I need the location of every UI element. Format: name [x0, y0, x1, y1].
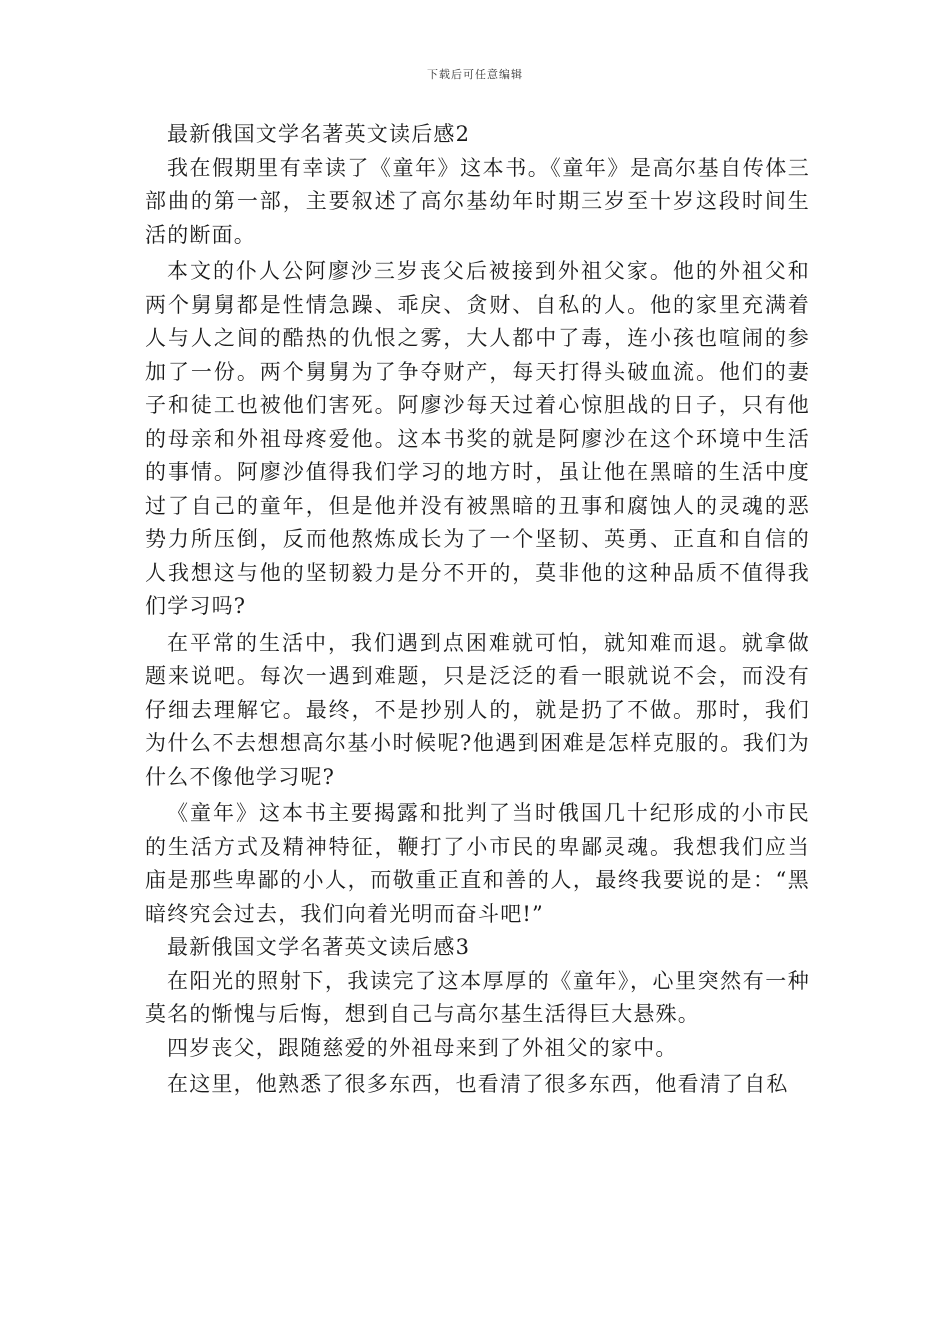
- section-heading: 最新俄国文学名著英文读后感2: [167, 122, 471, 146]
- header-note: 下载后可任意编辑: [427, 68, 523, 81]
- paragraph: 《童年》这本书主要揭露和批判了当时俄国几十纪形成的小市民的生活方式及精神特征，鞭打了小市民的卑鄙灵魂。我想我们应当庙是那些卑鄙的小人，而敬重正直和善的人，最终我要说的是：“黑暗终究会过去，我们向着光明而奋斗吧!”: [145, 801, 810, 926]
- paragraph: 本文的仆人公阿廖沙三岁丧父后被接到外祖父家。他的外祖父和两个舅舅都是性情急躁、乖戾、贪财、自私的人。他的家里充满着人与人之间的酷热的仇恨之雾，大人都中了毒，连小孩也喧闹的参加了一份。两个舅舅为了争夺财产，每天打得头破血流。他们的妻子和徒工也被他们害死。阿廖沙每天过着心惊胆战的日子，只有他的母亲和外祖母疼爱他。这本书奖的就是阿廖沙在这个环境中生活的事情。阿廖沙值得我们学习的地方时，虽让他在黑暗的生活中度过了自己的童年，但是他并没有被黑暗的丑事和腐蚀人的灵魂的恶势力所压倒，反而他熬炼成长为了一个坚韧、英勇、正直和自信的人我想这与他的坚韧毅力是分不开的，莫非他的这种品质不值得我们学习吗?: [145, 259, 810, 618]
- paragraph: 在阳光的照射下，我读完了这本厚厚的《童年》，心里突然有一种莫名的惭愧与后悔，想到自己与高尔基生活得巨大悬殊。: [145, 968, 810, 1026]
- paragraph: 在平常的生活中，我们遇到点困难就可怕，就知难而退。就拿做题来说吧。每次一遇到难题，只是泛泛的看一眼就说不会，而没有仔细去理解它。最终，不是抄别人的，就是扔了不做。那时，我们为什么不去想想高尔基小时候呢?他遇到困难是怎样克服的。我们为什么不像他学习呢?: [145, 630, 810, 789]
- paragraph: 我在假期里有幸读了《童年》这本书。《童年》是高尔基自传体三部曲的第一部，主要叙述了高尔基幼年时期三岁至十岁这段时间生活的断面。: [145, 155, 810, 247]
- paragraph: 在这里，他熟悉了很多东西，也看清了很多东西，他看清了自私: [167, 1072, 789, 1096]
- section-heading: 最新俄国文学名著英文读后感3: [167, 935, 471, 959]
- document-body: [145, 118, 810, 1102]
- paragraph: 四岁丧父，跟随慈爱的外祖母来到了外祖父的家中。: [167, 1035, 678, 1060]
